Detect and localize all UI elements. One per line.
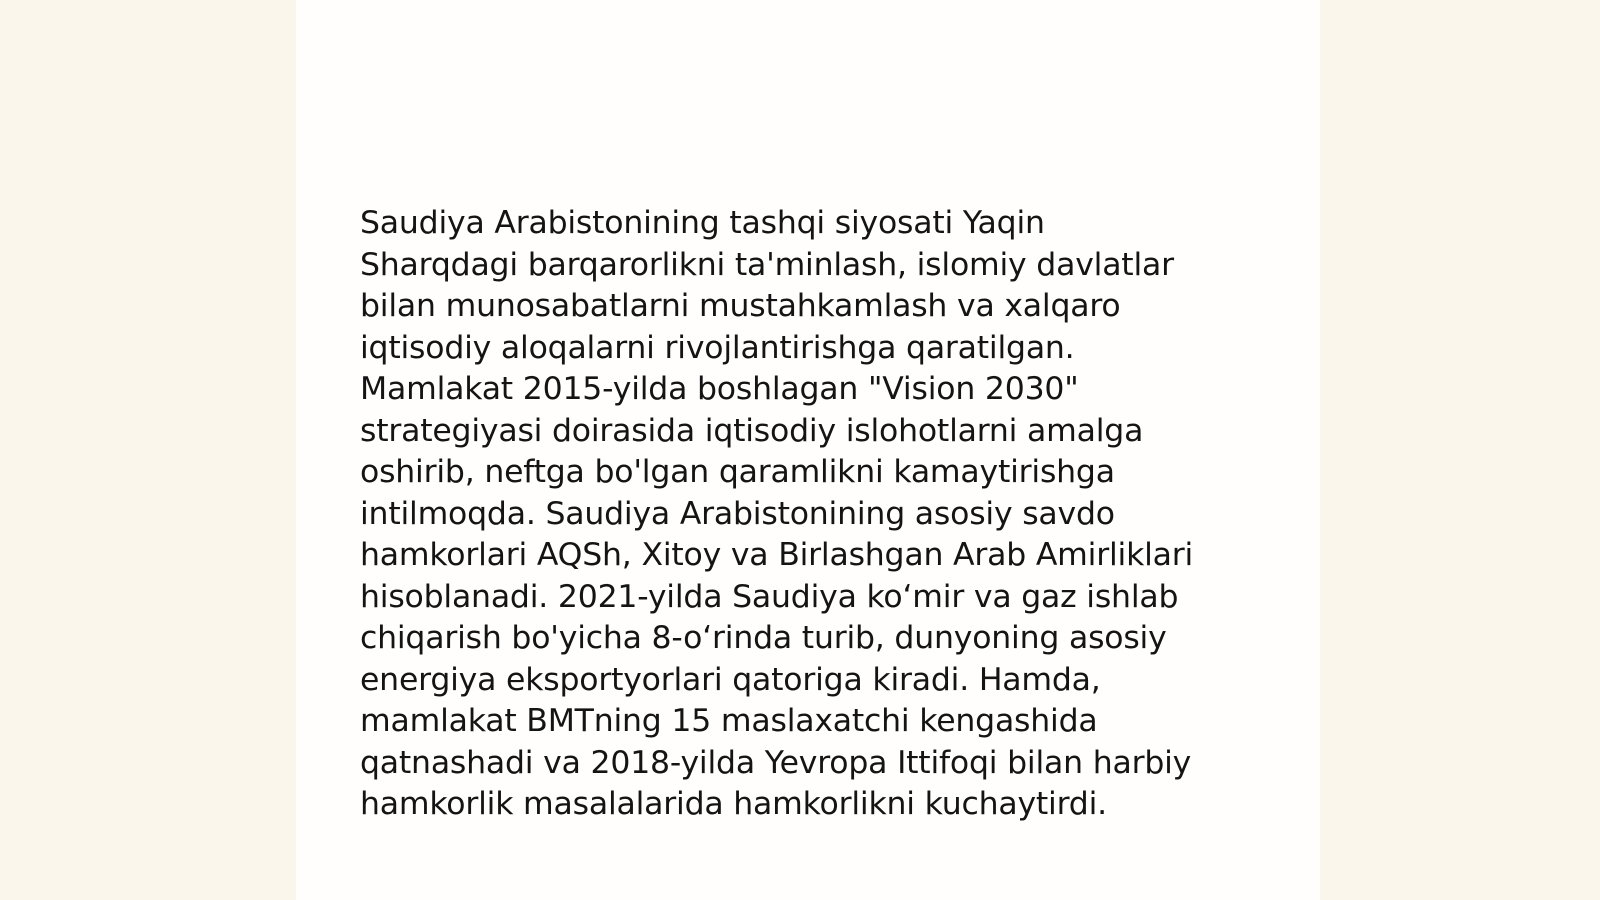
paragraph-line: qatnashadi va 2018-yilda Yevropa Ittifoqi bilan harbiy — [360, 744, 1192, 781]
document-page — [296, 0, 1320, 900]
paragraph-line: Sharqdagi barqarorlikni ta'minlash, islomiy davlatlar — [360, 246, 1174, 283]
paragraph-line: oshirib, neftga bo'lgan qaramlikni kamaytirishga — [360, 454, 1115, 490]
paragraph-line: hisoblanadi. 2021-yilda Saudiya ko‘mir va gaz ishlab — [360, 578, 1179, 615]
paragraph-line: strategiyasi doirasida iqtisodiy islohotlarni amalga — [360, 412, 1144, 449]
paragraph-line: bilan munosabatlarni mustahkamlash va xalqaro — [360, 288, 1121, 324]
paragraph-line: energiya eksportyorlari qatoriga kiradi. Hamda, — [360, 661, 1101, 698]
paragraph-line: hamkorlari AQSh, Xitoy va Birlashgan Arab Amirliklari — [360, 537, 1194, 573]
paragraph-line: mamlakat BMTning 15 maslaxatchi kengashida — [360, 703, 1098, 739]
paragraph-line: intilmoqda. Saudiya Arabistonining asosiy savdo — [360, 495, 1115, 532]
paragraph-line: chiqarish bo'yicha 8-o‘rinda turib, dunyoning asosiy — [360, 620, 1167, 656]
paragraph-line: Mamlakat 2015-yilda boshlagan "Vision 2030" — [360, 371, 1079, 407]
paragraph-line: hamkorlik masalalarida hamkorlikni kuchaytirdi. — [360, 786, 1107, 822]
body-paragraph — [360, 203, 1240, 826]
paragraph-line: iqtisodiy aloqalarni rivojlantirishga qaratilgan. — [360, 329, 1075, 366]
paragraph-line: Saudiya Arabistonining tashqi siyosati Yaqin — [360, 205, 1045, 241]
